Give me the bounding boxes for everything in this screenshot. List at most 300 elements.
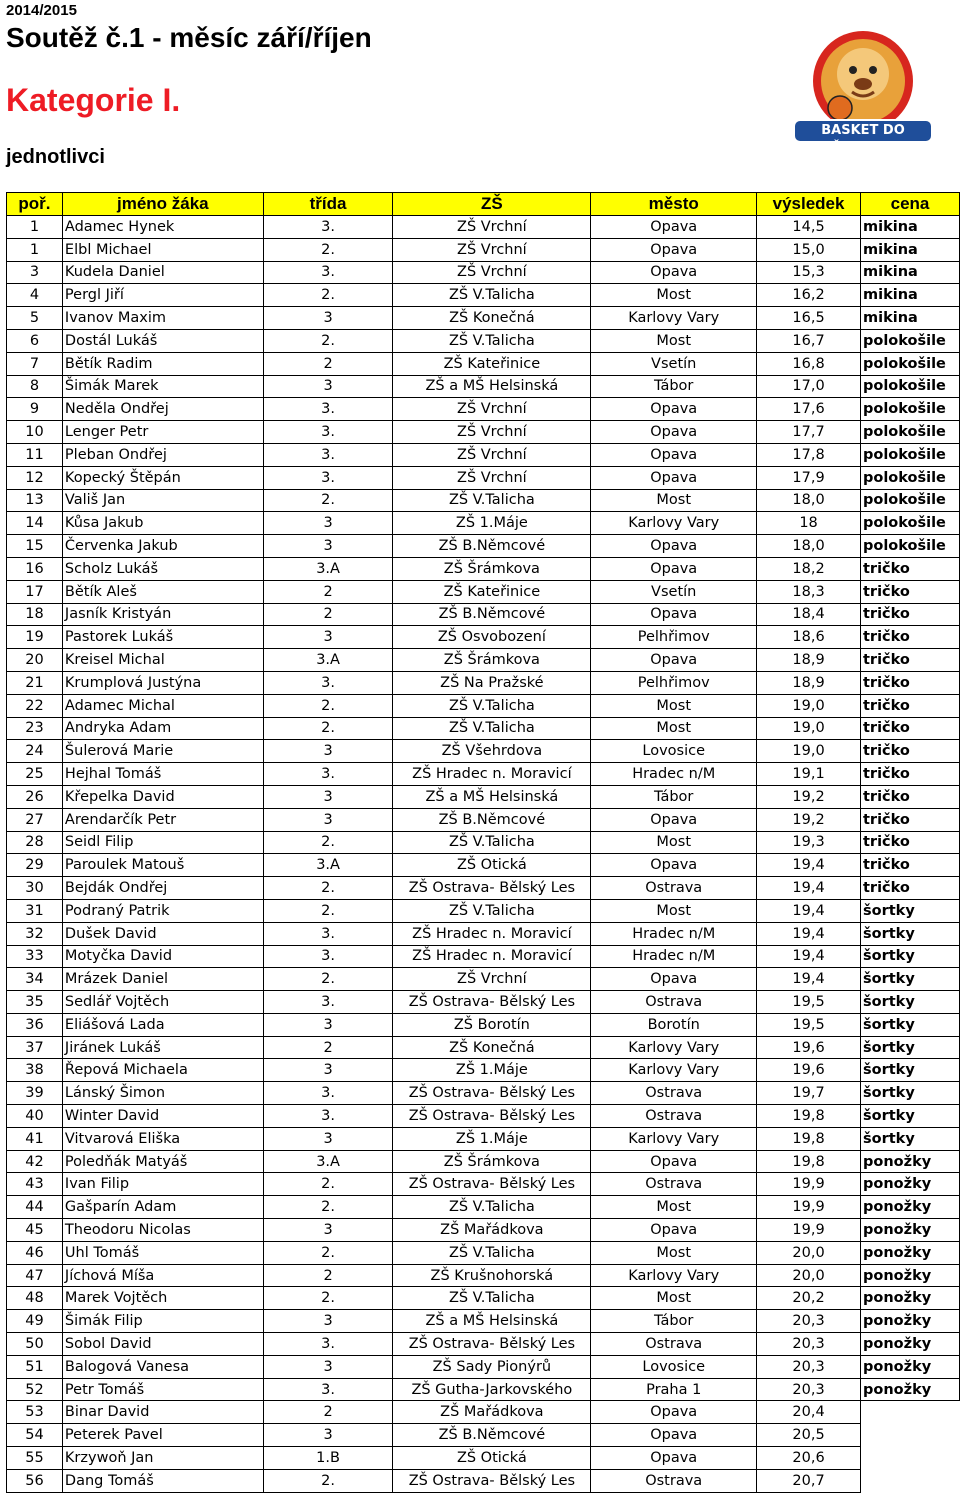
- cell-rank: 12: [7, 466, 63, 489]
- cell-rank: 19: [7, 626, 63, 649]
- cell-prize: tričko: [861, 808, 960, 831]
- cell-city: Opava: [591, 1424, 757, 1447]
- cell-class: 3.: [263, 443, 393, 466]
- cell-prize: tričko: [861, 694, 960, 717]
- table-header-row: [7, 193, 960, 216]
- cell-rank: 8: [7, 375, 63, 398]
- cell-city: Ostrava: [591, 877, 757, 900]
- cell-result: 18: [757, 512, 861, 535]
- cell-result: 18,0: [757, 535, 861, 558]
- cell-name: Bětík Aleš: [62, 580, 263, 603]
- cell-rank: 55: [7, 1447, 63, 1470]
- cell-prize: tričko: [861, 831, 960, 854]
- cell-prize: tričko: [861, 877, 960, 900]
- cell-city: Pelhřimov: [591, 671, 757, 694]
- cell-result: 19,8: [757, 1127, 861, 1150]
- cell-city: Opava: [591, 1150, 757, 1173]
- cell-class: 3: [263, 1219, 393, 1242]
- cell-prize: [861, 1424, 960, 1447]
- cell-result: 19,8: [757, 1150, 861, 1173]
- table-row: [7, 991, 960, 1014]
- cell-class: 1.B: [263, 1447, 393, 1470]
- cell-rank: 1: [7, 216, 63, 239]
- cell-class: 3: [263, 535, 393, 558]
- cell-class: 2.: [263, 831, 393, 854]
- cell-class: 2.: [263, 1173, 393, 1196]
- cell-rank: 29: [7, 854, 63, 877]
- col-header-city: město: [591, 193, 757, 216]
- cell-city: Most: [591, 694, 757, 717]
- cell-rank: 34: [7, 968, 63, 991]
- cell-city: Opava: [591, 238, 757, 261]
- cell-class: 3.: [263, 216, 393, 239]
- cell-class: 3: [263, 785, 393, 808]
- table-row: [7, 1310, 960, 1333]
- table-row: [7, 580, 960, 603]
- cell-prize: ponožky: [861, 1355, 960, 1378]
- table-row: [7, 1378, 960, 1401]
- cell-result: 20,3: [757, 1310, 861, 1333]
- cell-prize: mikina: [861, 216, 960, 239]
- cell-school: ZŠ V.Talicha: [393, 329, 591, 352]
- cell-city: Opava: [591, 535, 757, 558]
- cell-name: Vitvarová Eliška: [62, 1127, 263, 1150]
- cell-school: ZŠ Šrámkova: [393, 649, 591, 672]
- cell-name: Motyčka David: [62, 945, 263, 968]
- cell-name: Dostál Lukáš: [62, 329, 263, 352]
- cell-rank: 23: [7, 717, 63, 740]
- table-row: [7, 694, 960, 717]
- cell-class: 3.: [263, 922, 393, 945]
- cell-result: 19,4: [757, 922, 861, 945]
- cell-rank: 3: [7, 261, 63, 284]
- cell-name: Poledňák Matyáš: [62, 1150, 263, 1173]
- cell-city: Ostrava: [591, 991, 757, 1014]
- cell-school: ZŠ a MŠ Helsinská: [393, 785, 591, 808]
- table-row: [7, 877, 960, 900]
- cell-name: Eliášová Lada: [62, 1013, 263, 1036]
- cell-class: 2.: [263, 1469, 393, 1492]
- cell-class: 2: [263, 352, 393, 375]
- table-row: [7, 352, 960, 375]
- cell-prize: tričko: [861, 557, 960, 580]
- table-row: [7, 1127, 960, 1150]
- cell-school: ZŠ Vrchní: [393, 261, 591, 284]
- cell-name: Balogová Vanesa: [62, 1355, 263, 1378]
- cell-prize: šortky: [861, 968, 960, 991]
- cell-city: Opava: [591, 1219, 757, 1242]
- cell-result: 19,8: [757, 1105, 861, 1128]
- cell-school: ZŠ Ostrava- Bělský Les: [393, 991, 591, 1014]
- cell-school: ZŠ V.Talicha: [393, 489, 591, 512]
- cell-city: Karlovy Vary: [591, 1059, 757, 1082]
- col-header-result: výsledek: [757, 193, 861, 216]
- cell-prize: šortky: [861, 991, 960, 1014]
- cell-result: 19,3: [757, 831, 861, 854]
- cell-name: Andryka Adam: [62, 717, 263, 740]
- table-row: [7, 216, 960, 239]
- cell-rank: 40: [7, 1105, 63, 1128]
- cell-city: Opava: [591, 1447, 757, 1470]
- table-row: [7, 1401, 960, 1424]
- cell-result: 19,4: [757, 945, 861, 968]
- cell-class: 3.A: [263, 1150, 393, 1173]
- cell-prize: tričko: [861, 763, 960, 786]
- cell-prize: tričko: [861, 603, 960, 626]
- cell-rank: 32: [7, 922, 63, 945]
- cell-result: 20,6: [757, 1447, 861, 1470]
- cell-city: Opava: [591, 216, 757, 239]
- cell-school: ZŠ Na Pražské: [393, 671, 591, 694]
- cell-city: Karlovy Vary: [591, 307, 757, 330]
- cell-school: ZŠ Hradec n. Moravicí: [393, 945, 591, 968]
- table-row: [7, 307, 960, 330]
- table-row: [7, 1150, 960, 1173]
- table-row: [7, 238, 960, 261]
- cell-prize: šortky: [861, 1036, 960, 1059]
- cell-rank: 11: [7, 443, 63, 466]
- cell-name: Dang Tomáš: [62, 1469, 263, 1492]
- cell-class: 3.: [263, 1105, 393, 1128]
- cell-result: 18,2: [757, 557, 861, 580]
- cell-class: 3: [263, 375, 393, 398]
- cell-rank: 46: [7, 1241, 63, 1264]
- cell-result: 19,0: [757, 740, 861, 763]
- cell-class: 3.: [263, 945, 393, 968]
- cell-class: 2: [263, 1401, 393, 1424]
- cell-school: ZŠ Ostrava- Bělský Les: [393, 1333, 591, 1356]
- cell-result: 19,9: [757, 1196, 861, 1219]
- cell-name: Neděla Ondřej: [62, 398, 263, 421]
- cell-result: 20,7: [757, 1469, 861, 1492]
- cell-prize: polokošile: [861, 421, 960, 444]
- cell-city: Karlovy Vary: [591, 1127, 757, 1150]
- cell-class: 3.: [263, 671, 393, 694]
- cell-name: Červenka Jakub: [62, 535, 263, 558]
- col-header-class: třída: [263, 193, 393, 216]
- cell-city: Tábor: [591, 785, 757, 808]
- cell-name: Uhl Tomáš: [62, 1241, 263, 1264]
- cell-prize: šortky: [861, 1127, 960, 1150]
- cell-result: 20,0: [757, 1264, 861, 1287]
- cell-prize: polokošile: [861, 443, 960, 466]
- cell-city: Tábor: [591, 1310, 757, 1333]
- cell-name: Seidl Filip: [62, 831, 263, 854]
- cell-school: ZŠ Vrchní: [393, 398, 591, 421]
- cell-school: ZŠ V.Talicha: [393, 717, 591, 740]
- cell-result: 18,4: [757, 603, 861, 626]
- table-row: [7, 603, 960, 626]
- cell-city: Ostrava: [591, 1173, 757, 1196]
- cell-rank: 9: [7, 398, 63, 421]
- cell-result: 19,4: [757, 968, 861, 991]
- cell-prize: mikina: [861, 284, 960, 307]
- cell-class: 3.: [263, 1378, 393, 1401]
- cell-prize: šortky: [861, 922, 960, 945]
- cell-name: Jíchová Míša: [62, 1264, 263, 1287]
- cell-rank: 53: [7, 1401, 63, 1424]
- season-year: 2014/2015: [6, 2, 77, 19]
- cell-prize: tričko: [861, 740, 960, 763]
- cell-rank: 25: [7, 763, 63, 786]
- cell-name: Vališ Jan: [62, 489, 263, 512]
- cell-school: ZŠ Ostrava- Bělský Les: [393, 877, 591, 900]
- cell-school: ZŠ Ostrava- Bělský Les: [393, 1173, 591, 1196]
- cell-prize: tričko: [861, 671, 960, 694]
- table-row: [7, 763, 960, 786]
- cell-prize: šortky: [861, 1013, 960, 1036]
- cell-rank: 43: [7, 1173, 63, 1196]
- cell-school: ZŠ Krušnohorská: [393, 1264, 591, 1287]
- cell-prize: ponožky: [861, 1150, 960, 1173]
- cell-city: Tábor: [591, 375, 757, 398]
- cell-city: Opava: [591, 398, 757, 421]
- cell-city: Ostrava: [591, 1469, 757, 1492]
- table-row: [7, 831, 960, 854]
- table-row: [7, 899, 960, 922]
- cell-school: ZŠ V.Talicha: [393, 1241, 591, 1264]
- cell-rank: 7: [7, 352, 63, 375]
- cell-class: 2.: [263, 1241, 393, 1264]
- cell-city: Most: [591, 899, 757, 922]
- cell-result: 20,0: [757, 1241, 861, 1264]
- cell-school: ZŠ Osvobození: [393, 626, 591, 649]
- table-row: [7, 489, 960, 512]
- cell-prize: ponožky: [861, 1196, 960, 1219]
- cell-school: ZŠ Mařádkova: [393, 1219, 591, 1242]
- cell-prize: tričko: [861, 649, 960, 672]
- cell-rank: 39: [7, 1082, 63, 1105]
- cell-class: 3.: [263, 398, 393, 421]
- cell-name: Bětík Radim: [62, 352, 263, 375]
- cell-city: Opava: [591, 808, 757, 831]
- cell-city: Most: [591, 717, 757, 740]
- table-row: [7, 1036, 960, 1059]
- cell-prize: mikina: [861, 261, 960, 284]
- cell-class: 2.: [263, 1196, 393, 1219]
- cell-school: ZŠ Konečná: [393, 307, 591, 330]
- cell-city: Vsetín: [591, 580, 757, 603]
- cell-school: ZŠ Otická: [393, 854, 591, 877]
- cell-school: ZŠ Vrchní: [393, 238, 591, 261]
- cell-name: Lánský Šimon: [62, 1082, 263, 1105]
- cell-class: 3: [263, 1355, 393, 1378]
- cell-result: 17,8: [757, 443, 861, 466]
- cell-class: 3.A: [263, 854, 393, 877]
- cell-school: ZŠ V.Talicha: [393, 831, 591, 854]
- cell-result: 19,4: [757, 854, 861, 877]
- cell-result: 15,3: [757, 261, 861, 284]
- cell-class: 3.: [263, 261, 393, 284]
- cell-result: 16,5: [757, 307, 861, 330]
- cell-prize: šortky: [861, 1105, 960, 1128]
- cell-result: 19,0: [757, 694, 861, 717]
- cell-school: ZŠ Ostrava- Bělský Les: [393, 1105, 591, 1128]
- cell-school: ZŠ Vrchní: [393, 216, 591, 239]
- cell-name: Peterek Pavel: [62, 1424, 263, 1447]
- cell-city: Opava: [591, 421, 757, 444]
- cell-school: ZŠ 1.Máje: [393, 1059, 591, 1082]
- cell-rank: 44: [7, 1196, 63, 1219]
- cell-prize: šortky: [861, 1059, 960, 1082]
- cell-class: 3.A: [263, 649, 393, 672]
- cell-prize: [861, 1401, 960, 1424]
- cell-city: Praha 1: [591, 1378, 757, 1401]
- cell-result: 16,8: [757, 352, 861, 375]
- cell-class: 2.: [263, 968, 393, 991]
- cell-rank: 36: [7, 1013, 63, 1036]
- cell-name: Šimák Filip: [62, 1310, 263, 1333]
- cell-prize: tričko: [861, 854, 960, 877]
- cell-prize: mikina: [861, 307, 960, 330]
- cell-class: 3.: [263, 763, 393, 786]
- cell-name: Krzywoň Jan: [62, 1447, 263, 1470]
- cell-rank: 38: [7, 1059, 63, 1082]
- cell-rank: 42: [7, 1150, 63, 1173]
- cell-school: ZŠ Ostrava- Bělský Les: [393, 1469, 591, 1492]
- table-row: [7, 1219, 960, 1242]
- table-row: [7, 535, 960, 558]
- cell-city: Opava: [591, 968, 757, 991]
- cell-city: Pelhřimov: [591, 626, 757, 649]
- cell-name: Theodoru Nicolas: [62, 1219, 263, 1242]
- cell-result: 20,2: [757, 1287, 861, 1310]
- table-row: [7, 717, 960, 740]
- cell-city: Karlovy Vary: [591, 1264, 757, 1287]
- cell-result: 19,4: [757, 899, 861, 922]
- cell-city: Most: [591, 1287, 757, 1310]
- cell-school: ZŠ Vrchní: [393, 968, 591, 991]
- cell-city: Karlovy Vary: [591, 1036, 757, 1059]
- cell-class: 3: [263, 307, 393, 330]
- table-row: [7, 398, 960, 421]
- table-row: [7, 740, 960, 763]
- cell-rank: 5: [7, 307, 63, 330]
- cell-name: Adamec Hynek: [62, 216, 263, 239]
- col-header-prize: cena: [861, 193, 960, 216]
- cell-class: 2.: [263, 694, 393, 717]
- table-row: [7, 1082, 960, 1105]
- subtitle: jednotlivci: [6, 146, 105, 168]
- cell-rank: 33: [7, 945, 63, 968]
- table-row: [7, 1333, 960, 1356]
- cell-school: ZŠ Vrchní: [393, 421, 591, 444]
- table-row: [7, 968, 960, 991]
- cell-result: 19,9: [757, 1173, 861, 1196]
- table-row: [7, 922, 960, 945]
- table-row: [7, 1196, 960, 1219]
- table-row: [7, 1013, 960, 1036]
- cell-school: ZŠ Kateřinice: [393, 352, 591, 375]
- cell-school: ZŠ Šrámkova: [393, 557, 591, 580]
- table-row: [7, 1424, 960, 1447]
- cell-rank: 18: [7, 603, 63, 626]
- cell-prize: [861, 1447, 960, 1470]
- table-row: [7, 1059, 960, 1082]
- logo-text: BASKET DO ŠKOL.CZ: [821, 123, 905, 156]
- cell-name: Scholz Lukáš: [62, 557, 263, 580]
- cell-school: ZŠ B.Němcové: [393, 1424, 591, 1447]
- table-row: [7, 261, 960, 284]
- cell-name: Arendarčík Petr: [62, 808, 263, 831]
- cell-city: Most: [591, 1196, 757, 1219]
- table-row: [7, 443, 960, 466]
- cell-name: Dušek David: [62, 922, 263, 945]
- cell-result: 20,4: [757, 1401, 861, 1424]
- cell-prize: polokošile: [861, 512, 960, 535]
- cell-name: Sobol David: [62, 1333, 263, 1356]
- cell-class: 2.: [263, 1287, 393, 1310]
- cell-prize: ponožky: [861, 1333, 960, 1356]
- cell-rank: 37: [7, 1036, 63, 1059]
- cell-result: 20,3: [757, 1355, 861, 1378]
- cell-name: Šimák Marek: [62, 375, 263, 398]
- cell-name: Marek Vojtěch: [62, 1287, 263, 1310]
- cell-class: 2: [263, 1036, 393, 1059]
- cell-city: Hradec n/M: [591, 763, 757, 786]
- cell-rank: 14: [7, 512, 63, 535]
- cell-name: Šulerová Marie: [62, 740, 263, 763]
- cell-school: ZŠ Vrchní: [393, 466, 591, 489]
- cell-name: Elbl Michael: [62, 238, 263, 261]
- cell-prize: polokošile: [861, 466, 960, 489]
- cell-rank: 47: [7, 1264, 63, 1287]
- cell-city: Ostrava: [591, 1082, 757, 1105]
- table-row: [7, 1469, 960, 1492]
- cell-city: Ostrava: [591, 1333, 757, 1356]
- cell-school: ZŠ a MŠ Helsinská: [393, 375, 591, 398]
- basket-do-skol-logo: [788, 26, 938, 156]
- cell-result: 18,6: [757, 626, 861, 649]
- cell-prize: šortky: [861, 1082, 960, 1105]
- cell-city: Most: [591, 1241, 757, 1264]
- cell-class: 2.: [263, 329, 393, 352]
- cell-result: 18,9: [757, 649, 861, 672]
- cell-rank: 24: [7, 740, 63, 763]
- cell-school: ZŠ V.Talicha: [393, 1287, 591, 1310]
- cell-city: Most: [591, 329, 757, 352]
- cell-result: 19,7: [757, 1082, 861, 1105]
- cell-rank: 17: [7, 580, 63, 603]
- cell-city: Most: [591, 831, 757, 854]
- cell-city: Most: [591, 284, 757, 307]
- cell-school: ZŠ Všehrdova: [393, 740, 591, 763]
- results-table: [6, 192, 960, 1493]
- cell-rank: 54: [7, 1424, 63, 1447]
- cell-city: Opava: [591, 466, 757, 489]
- cell-prize: tričko: [861, 580, 960, 603]
- cell-school: ZŠ Sady Pionýrů: [393, 1355, 591, 1378]
- cell-prize: ponožky: [861, 1219, 960, 1242]
- cell-city: Borotín: [591, 1013, 757, 1036]
- cell-result: 19,6: [757, 1036, 861, 1059]
- table-row: [7, 671, 960, 694]
- cell-school: ZŠ V.Talicha: [393, 1196, 591, 1219]
- cell-school: ZŠ Borotín: [393, 1013, 591, 1036]
- table-row: [7, 557, 960, 580]
- col-header-rank: poř.: [7, 193, 63, 216]
- table-row: [7, 284, 960, 307]
- cell-class: 2: [263, 1264, 393, 1287]
- cell-class: 3: [263, 1059, 393, 1082]
- cell-city: Opava: [591, 854, 757, 877]
- cell-result: 19,4: [757, 877, 861, 900]
- cell-class: 3.: [263, 466, 393, 489]
- cell-city: Opava: [591, 261, 757, 284]
- cell-prize: tričko: [861, 717, 960, 740]
- cell-rank: 22: [7, 694, 63, 717]
- cell-school: ZŠ Konečná: [393, 1036, 591, 1059]
